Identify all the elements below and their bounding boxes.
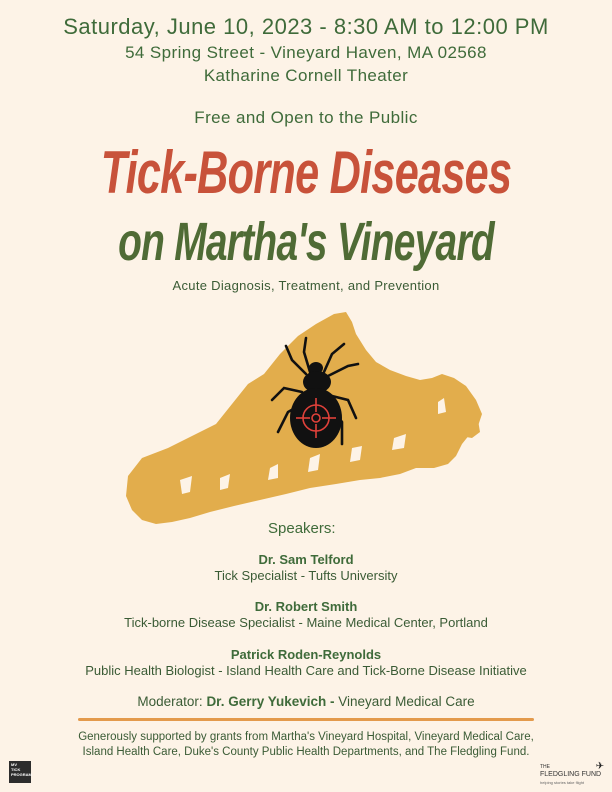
moderator-label: Moderator: (137, 694, 203, 709)
moderator-name: Dr. Gerry Yukevich - (206, 694, 335, 709)
speaker-role: Tick-borne Disease Specialist - Maine Medical Center, Portland (124, 615, 488, 630)
mv-tick-program-logo (9, 761, 31, 783)
moderator-org: Vineyard Medical Care (338, 694, 475, 709)
subtitle: Acute Diagnosis, Treatment, and Prevention (172, 278, 440, 293)
island-map-illustration (120, 308, 500, 538)
event-venue: Katharine Cornell Theater (203, 66, 409, 85)
logo-the-text: THE (540, 764, 550, 770)
section-divider (78, 718, 534, 721)
speakers-heading: Speakers: (268, 520, 336, 537)
speaker-name: Patrick Roden-Reynolds (230, 647, 382, 662)
speaker-role: Tick Specialist - Tufts University (214, 568, 398, 583)
logo-mv-text: MV (11, 762, 17, 767)
event-date-line: Saturday, June 10, 2023 - 8:30 AM to 12:00 PM (63, 14, 549, 39)
logo-tagline: helping stories take flight (540, 780, 585, 785)
speaker-role: Public Health Biologist - Island Health Care and Tick-Borne Disease Initiative (85, 663, 527, 678)
speaker-name: Dr. Robert Smith (254, 599, 358, 614)
logo-tick-program-text: TICK PROGRAM (11, 767, 32, 777)
fledgling-fund-logo (540, 763, 606, 785)
title-line-2: on Martha's Vineyard (118, 212, 494, 272)
moderator-line (0, 694, 612, 709)
sponsor-acknowledgement: Generously supported by grants from Martha's Vineyard Hospital, Vineyard Medical Care, Island Health Care, Duke's County Public Health Departments, and The Fledgling Fund. (78, 731, 534, 758)
logo-fledgling-fund-text: FLEDGLING FUND (540, 771, 602, 778)
event-address: 54 Spring Street - Vineyard Haven, MA 02568 (125, 43, 487, 62)
admission-note: Free and Open to the Public (194, 108, 418, 127)
bird-icon: ✈ (595, 761, 604, 772)
title-line-1: Tick-Borne Diseases (100, 139, 512, 206)
speaker-name: Dr. Sam Telford (258, 552, 354, 567)
